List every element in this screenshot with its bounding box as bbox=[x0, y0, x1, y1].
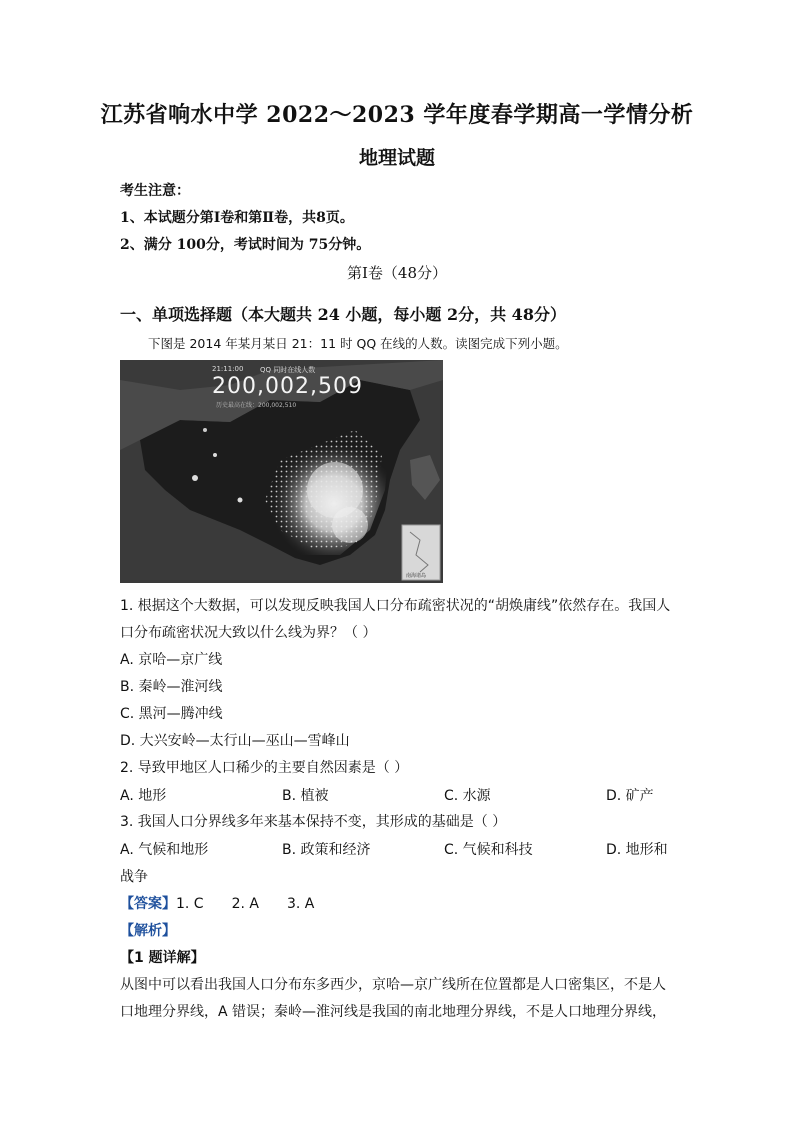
detail-label: 【1 题详解】 bbox=[120, 950, 205, 966]
notice-item: 1、本试题分第Ⅰ卷和第Ⅱ卷，共8页。 bbox=[120, 210, 354, 226]
question-3-option-b: B. 政策和经济 bbox=[282, 842, 371, 858]
answer-line bbox=[120, 893, 314, 913]
question-2-option-a: A. 地形 bbox=[120, 788, 167, 804]
answer-value: 2. A bbox=[231, 896, 259, 912]
history-peak: 历史最高在线：200,002,510 bbox=[216, 402, 297, 409]
part-title: 第Ⅰ卷（48分） bbox=[346, 264, 447, 282]
question-3-stem: 3. 我国人口分界线多年来基本保持不变，其形成的基础是（ ） bbox=[120, 814, 507, 830]
answer-label: 【答案】 bbox=[120, 896, 176, 912]
question-3-option-c: C. 气候和科技 bbox=[444, 842, 533, 858]
analysis-label: 【解析】 bbox=[120, 923, 176, 939]
section-title: 一、单项选择题（本大题共 24 小题，每小题 2分，共 48分） bbox=[120, 305, 566, 324]
notice-heading: 考生注意： bbox=[120, 183, 190, 199]
online-count: 200,002,509 bbox=[212, 374, 363, 399]
detail-line: 口地理分界线，A 错误；秦岭—淮河线是我国的南北地理分界线，不是人口地理分界线， bbox=[120, 1004, 667, 1020]
question-1-option-a: A. 京哈—京广线 bbox=[120, 652, 223, 668]
notice-item: 2、满分 100分，考试时间为 75分钟。 bbox=[120, 237, 371, 253]
question-3-option-d-wrap: 战争 bbox=[120, 869, 148, 885]
question-2-option-c: C. 水源 bbox=[444, 788, 491, 804]
exam-subtitle: 地理试题 bbox=[358, 147, 435, 169]
answer-value: 1. C bbox=[176, 896, 204, 912]
figure-time: 21:11:00 bbox=[212, 365, 244, 373]
question-1-option-b: B. 秦岭—淮河线 bbox=[120, 679, 223, 695]
question-1-stem-cont: 口分布疏密状况大致以什么线为界？（ ） bbox=[120, 625, 377, 641]
question-3-option-a: A. 气候和地形 bbox=[120, 842, 209, 858]
figure-caption: QQ 同时在线人数 bbox=[260, 366, 316, 374]
qq-online-map-figure bbox=[120, 360, 443, 583]
question-2-option-d: D. 矿产 bbox=[606, 788, 654, 804]
question-1-option-c: C. 黑河—腾冲线 bbox=[120, 706, 223, 722]
answer-value: 3. A bbox=[286, 896, 315, 912]
inset-label: 南海诸岛 bbox=[406, 573, 427, 579]
question-1-option-d: D. 大兴安岭—太行山—巫山—雪峰山 bbox=[120, 733, 350, 749]
detail-line: 从图中可以看出我国人口分布东多西少，京哈—京广线所在位置都是人口密集区，不是人 bbox=[120, 977, 666, 993]
exam-title: 江苏省响水中学 2022～2023 学年度春学期高一学情分析 bbox=[100, 102, 694, 128]
figure-intro: 下图是 2014 年某月某日 21：11 时 QQ 在线的人数。读图完成下列小题。 bbox=[148, 336, 568, 351]
question-3-option-d: D. 地形和 bbox=[606, 842, 668, 858]
question-2-option-b: B. 植被 bbox=[282, 788, 329, 804]
question-2-stem: 2. 导致甲地区人口稀少的主要自然因素是（ ） bbox=[120, 760, 409, 776]
question-1-stem: 1. 根据这个大数据，可以发现反映我国人口分布疏密状况的“胡焕庸线”依然存在。我国人 bbox=[120, 598, 671, 614]
